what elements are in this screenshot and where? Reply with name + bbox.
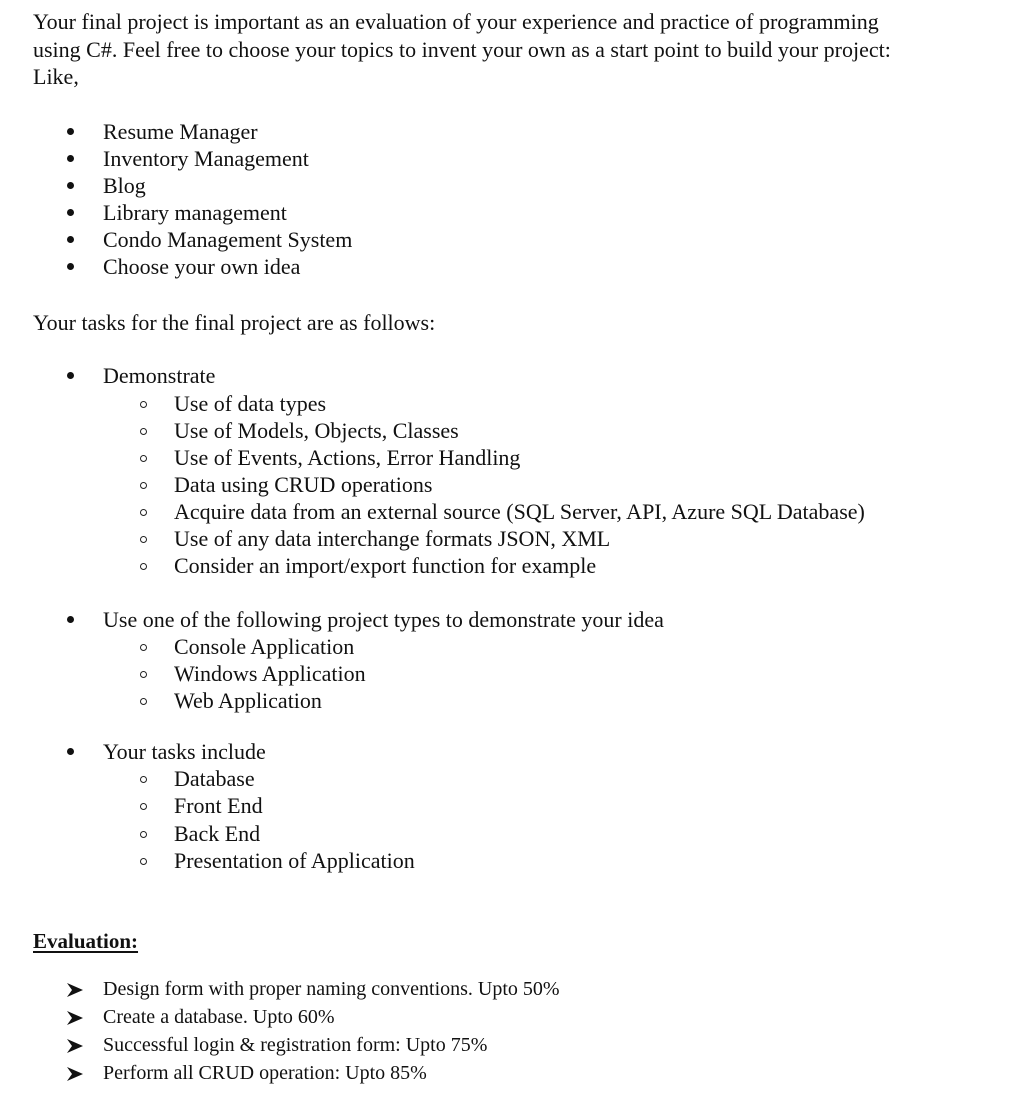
subtask-label: Back End (174, 821, 261, 846)
circle-bullet-icon (140, 858, 147, 865)
subtask-label: Data using CRUD operations (174, 472, 433, 497)
circle-bullet-icon (140, 671, 147, 678)
arrow-bullet-icon (66, 1038, 84, 1054)
topic-label: Choose your own idea (103, 254, 301, 279)
evaluation-heading: Evaluation: (33, 929, 139, 953)
topic-label: Library management (103, 200, 287, 225)
bullet-icon (67, 616, 74, 623)
intro-line-1: Your final project is important as an evaluation of your experience and practice of programming (33, 9, 879, 34)
circle-bullet-icon (140, 536, 147, 543)
arrow-bullet-icon (66, 982, 84, 998)
intro-line-3: Like, (33, 64, 79, 89)
subtask-label: Consider an import/export function for example (174, 553, 597, 578)
task-label: Demonstrate (103, 363, 216, 388)
bullet-icon (67, 155, 74, 162)
evaluation-item: Perform all CRUD operation: Upto 85% (103, 1062, 427, 1084)
subtask-label: Web Application (174, 688, 322, 713)
circle-bullet-icon (140, 509, 147, 516)
bullet-icon (67, 748, 74, 755)
bullet-icon (67, 182, 74, 189)
subtask-label: Use of any data interchange formats JSON, XML (174, 526, 611, 551)
circle-bullet-icon (140, 428, 147, 435)
task-label: Use one of the following project types to demonstrate your idea (103, 607, 664, 632)
subtask-label: Use of Events, Actions, Error Handling (174, 445, 521, 470)
bullet-icon (67, 236, 74, 243)
bullet-icon (67, 372, 74, 379)
evaluation-item: Successful login & registration form: Upto 75% (103, 1034, 488, 1056)
circle-bullet-icon (140, 831, 147, 838)
intro-line-2: using C#. Feel free to choose your topics to invent your own as a start point to build your project: (33, 36, 891, 62)
evaluation-item: Design form with proper naming conventions. Upto 50% (103, 978, 560, 1000)
topic-label: Inventory Management (103, 146, 309, 171)
subtask-label: Use of Models, Objects, Classes (174, 418, 459, 443)
subtask-label: Presentation of Application (174, 848, 415, 873)
arrow-bullet-icon (66, 1066, 84, 1082)
circle-bullet-icon (140, 776, 147, 783)
subtask-label: Console Application (174, 634, 355, 659)
circle-bullet-icon (140, 698, 147, 705)
bullet-icon (67, 128, 74, 135)
tasks-heading: Your tasks for the final project are as follows: (33, 310, 436, 335)
circle-bullet-icon (140, 563, 147, 570)
circle-bullet-icon (140, 455, 147, 462)
bullet-icon (67, 263, 74, 270)
subtask-label: Database (174, 766, 255, 791)
topic-label: Blog (103, 173, 146, 198)
circle-bullet-icon (140, 401, 147, 408)
evaluation-item: Create a database. Upto 60% (103, 1006, 335, 1028)
arrow-bullet-icon (66, 1010, 84, 1026)
subtask-label: Windows Application (174, 661, 366, 686)
subtask-label: Acquire data from an external source (SQL Server, API, Azure SQL Database) (174, 499, 865, 524)
bullet-icon (67, 209, 74, 216)
circle-bullet-icon (140, 803, 147, 810)
task-label: Your tasks include (103, 739, 266, 764)
circle-bullet-icon (140, 482, 147, 489)
circle-bullet-icon (140, 644, 147, 651)
subtask-label: Front End (174, 793, 263, 818)
topic-label: Condo Management System (103, 227, 353, 252)
intro-paragraph (33, 8, 993, 91)
topic-label: Resume Manager (103, 119, 258, 144)
subtask-label: Use of data types (174, 391, 327, 416)
